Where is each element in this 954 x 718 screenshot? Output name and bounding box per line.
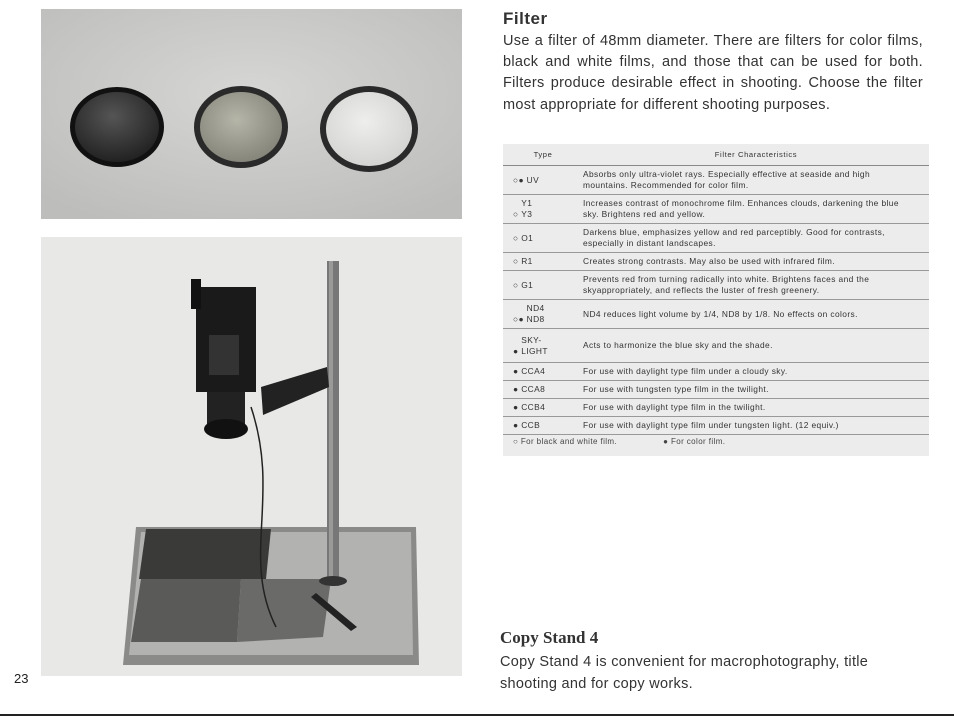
type-desc: Darkens blue, emphasizes yellow and red parceptibly. Good for contrasts, especially in distant landscapes. bbox=[583, 224, 929, 253]
type-name: G1 bbox=[521, 279, 534, 290]
type-name: CCA8 bbox=[521, 384, 546, 394]
table-row bbox=[503, 166, 929, 195]
type-desc: For use with tungsten type film in the twilight. bbox=[583, 381, 929, 399]
type-mark: ● bbox=[513, 402, 519, 412]
type-desc: For use with daylight type film in the twilight. bbox=[583, 399, 929, 417]
type-mark: ○ bbox=[513, 279, 519, 290]
type-mark: ● bbox=[513, 366, 519, 376]
type-name: O1 bbox=[521, 232, 534, 243]
page-bottom-rule bbox=[0, 714, 954, 716]
col-type-header: Type bbox=[503, 144, 583, 166]
table-footnote bbox=[503, 435, 929, 446]
table-row bbox=[503, 363, 929, 381]
copy-stand-illustration bbox=[41, 237, 462, 676]
type-name: SKY-LIGHT bbox=[521, 334, 548, 356]
type-desc: Prevents red from turning radically into white. Brightens faces and the skyappropriately, and reflects the luster of fresh greenery. bbox=[583, 271, 929, 300]
table-row bbox=[503, 271, 929, 300]
type-name: CCB bbox=[521, 420, 541, 430]
table-row bbox=[503, 417, 929, 435]
type-mark: ○ bbox=[513, 209, 519, 219]
type-desc: For use with daylight type film under a cloudy sky. bbox=[583, 363, 929, 381]
type-mark: ○● bbox=[513, 174, 524, 185]
copy-stand-body: Copy Stand 4 is convenient for macrophotography, title shooting and for copy works. bbox=[500, 654, 869, 692]
type-desc: Increases contrast of monochrome film. Enhances clouds, darkening the blue sky. Brightens red and yellow. bbox=[583, 195, 929, 224]
filter-table bbox=[503, 144, 929, 456]
type-mark: ○● bbox=[513, 314, 524, 324]
col-desc-header: Filter Characteristics bbox=[583, 144, 929, 166]
page-number: 23 bbox=[14, 671, 29, 686]
filters-photo bbox=[41, 9, 462, 219]
type-name: CCA4 bbox=[521, 366, 546, 376]
type-mark: ○ bbox=[513, 232, 519, 243]
type-name: R1 bbox=[521, 256, 533, 266]
footnote-color: ● For color film. bbox=[663, 437, 726, 446]
type-name: ND4 ND8 bbox=[526, 303, 545, 324]
type-name: Y1 Y3 bbox=[521, 198, 533, 219]
filter-heading: Filter bbox=[503, 9, 548, 28]
copy-stand-heading: Copy Stand 4 bbox=[500, 628, 599, 647]
type-name: UV bbox=[526, 174, 540, 185]
copy-stand-photo bbox=[41, 237, 462, 676]
table-row bbox=[503, 381, 929, 399]
table-row bbox=[503, 224, 929, 253]
type-desc: ND4 reduces light volume by 1/4, ND8 by 1/8. No effects on colors. bbox=[583, 300, 929, 329]
type-mark: ● bbox=[513, 345, 519, 356]
filter-body: Use a filter of 48mm diameter. There are filters for color films, black and white films, and those that can be used for both. Filters produce desirable effect in shooting. Choose the filter most appropriate for different shooting purposes. bbox=[503, 33, 923, 113]
type-mark: ○ bbox=[513, 256, 519, 266]
filters-illustration bbox=[41, 9, 462, 219]
type-desc: Creates strong contrasts. May also be used with infrared film. bbox=[583, 253, 929, 271]
footnote-bw: ○ For black and white film. bbox=[513, 437, 618, 446]
type-mark: ● bbox=[513, 420, 519, 430]
type-desc: Acts to harmonize the blue sky and the shade. bbox=[583, 329, 929, 363]
table-row bbox=[503, 300, 929, 329]
type-desc: Absorbs only ultra-violet rays. Especially effective at seaside and high mountains. Recommended for color film. bbox=[583, 166, 929, 195]
type-mark: ● bbox=[513, 384, 519, 394]
type-name: CCB4 bbox=[521, 402, 546, 412]
type-desc: For use with daylight type film under tungsten light. (12 equiv.) bbox=[583, 417, 929, 435]
table-row bbox=[503, 253, 929, 271]
table-row bbox=[503, 195, 929, 224]
table-row bbox=[503, 399, 929, 417]
table-row bbox=[503, 329, 929, 363]
